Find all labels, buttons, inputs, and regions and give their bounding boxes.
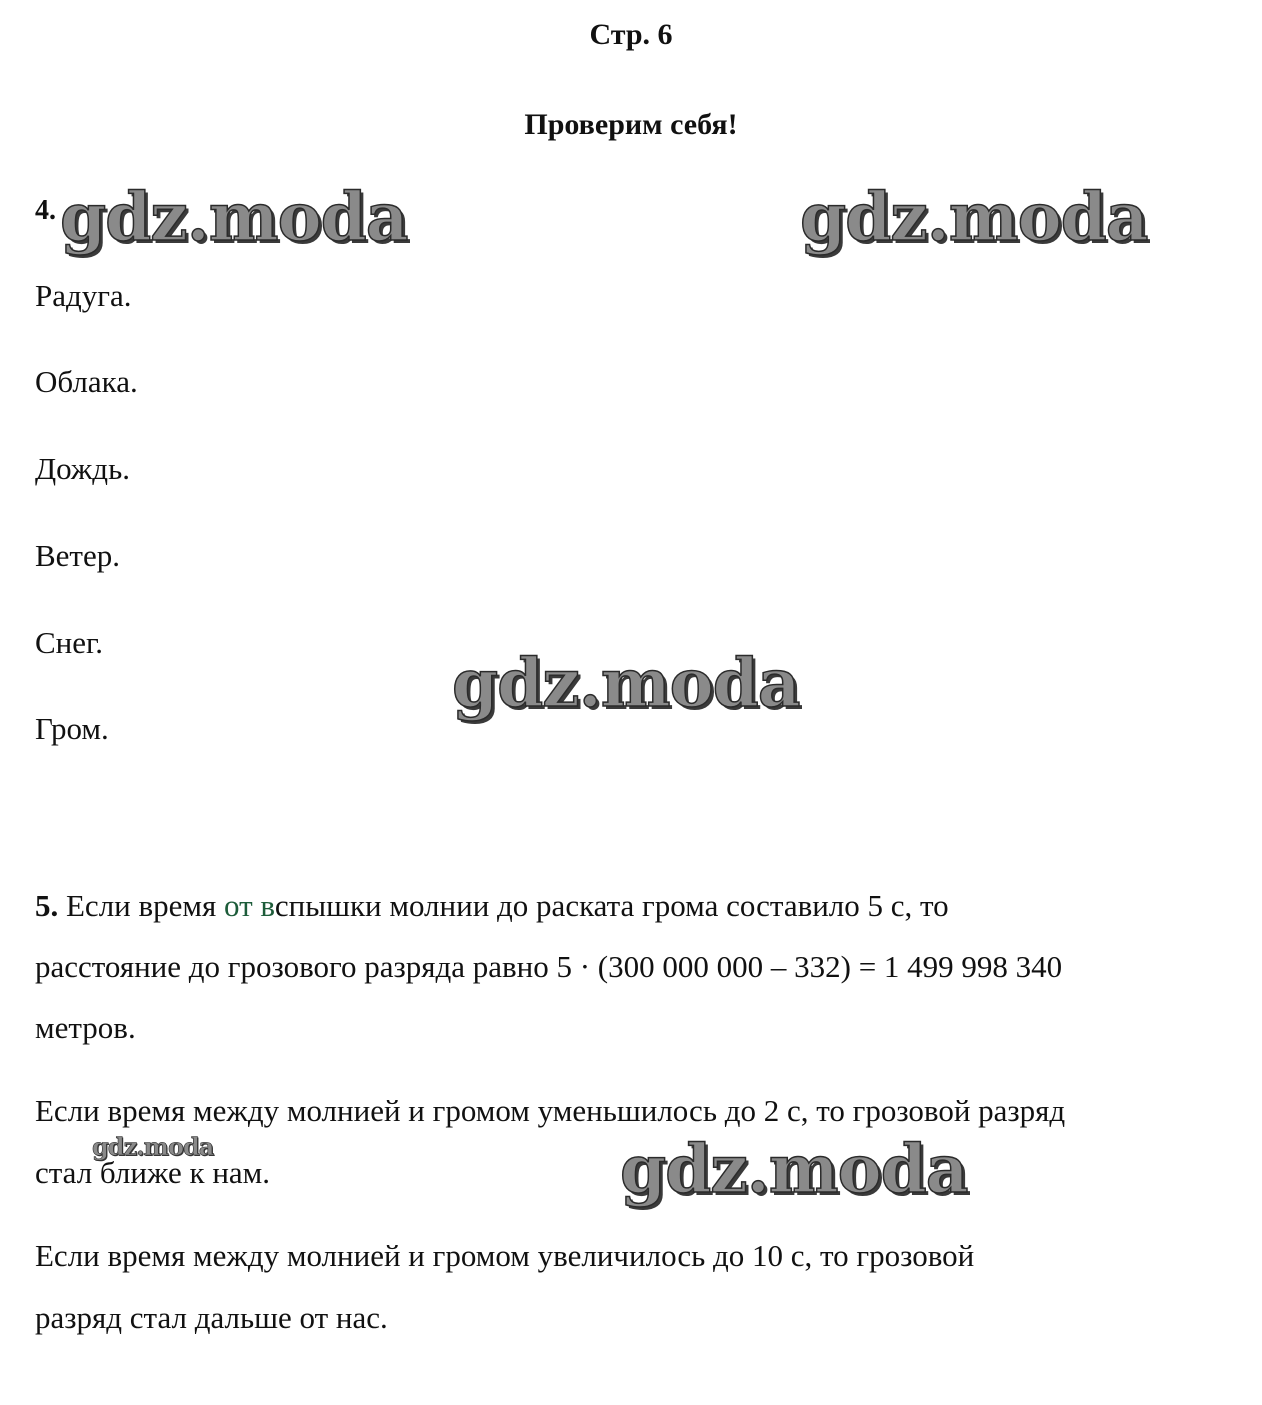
task-5-paragraph-1-line-2: расстояние до грозового разряда равно 5 · (300 000 000 – 332) = 1 499 998 340	[35, 949, 1063, 984]
task-5-paragraph-1-line-1: 5. Если время от вспышки молнии до раската грома составило 5 с, то	[35, 888, 949, 923]
watermark-logo-small: gdz.moda	[92, 1132, 214, 1161]
watermark-logo: gdz.moda	[452, 644, 800, 722]
answer-item: Облака.	[35, 364, 138, 399]
watermark-logo: gdz.moda	[620, 1130, 968, 1208]
watermark-logo: gdz.moda	[60, 178, 408, 256]
answer-item: Снег.	[35, 625, 103, 660]
task-5-paragraph-3-line-1: Если время между молнией и громом увеличилось до 10 с, то грозовой	[35, 1238, 975, 1273]
answer-item: Радуга.	[35, 278, 132, 313]
task-5-paragraph-2-line-2: стал ближе к нам.	[35, 1155, 271, 1190]
task-5-number: 5.	[35, 888, 59, 923]
task-5-paragraph-3-line-2: разряд стал дальше от нас.	[35, 1300, 388, 1335]
task-5-paragraph-1-line-3: метров.	[35, 1010, 136, 1045]
answer-item: Гром.	[35, 711, 109, 746]
page-label: Стр. 6	[589, 18, 673, 51]
task-5-paragraph-2-line-1: Если время между молнией и громом уменьшилось до 2 с, то грозовой разряд	[35, 1093, 1066, 1128]
task-4-number: 4.	[35, 195, 56, 226]
answer-item: Ветер.	[35, 538, 120, 573]
watermark-logo: gdz.moda	[800, 178, 1148, 256]
answer-item: Дождь.	[35, 451, 130, 486]
section-title: Проверим себя!	[524, 108, 738, 141]
